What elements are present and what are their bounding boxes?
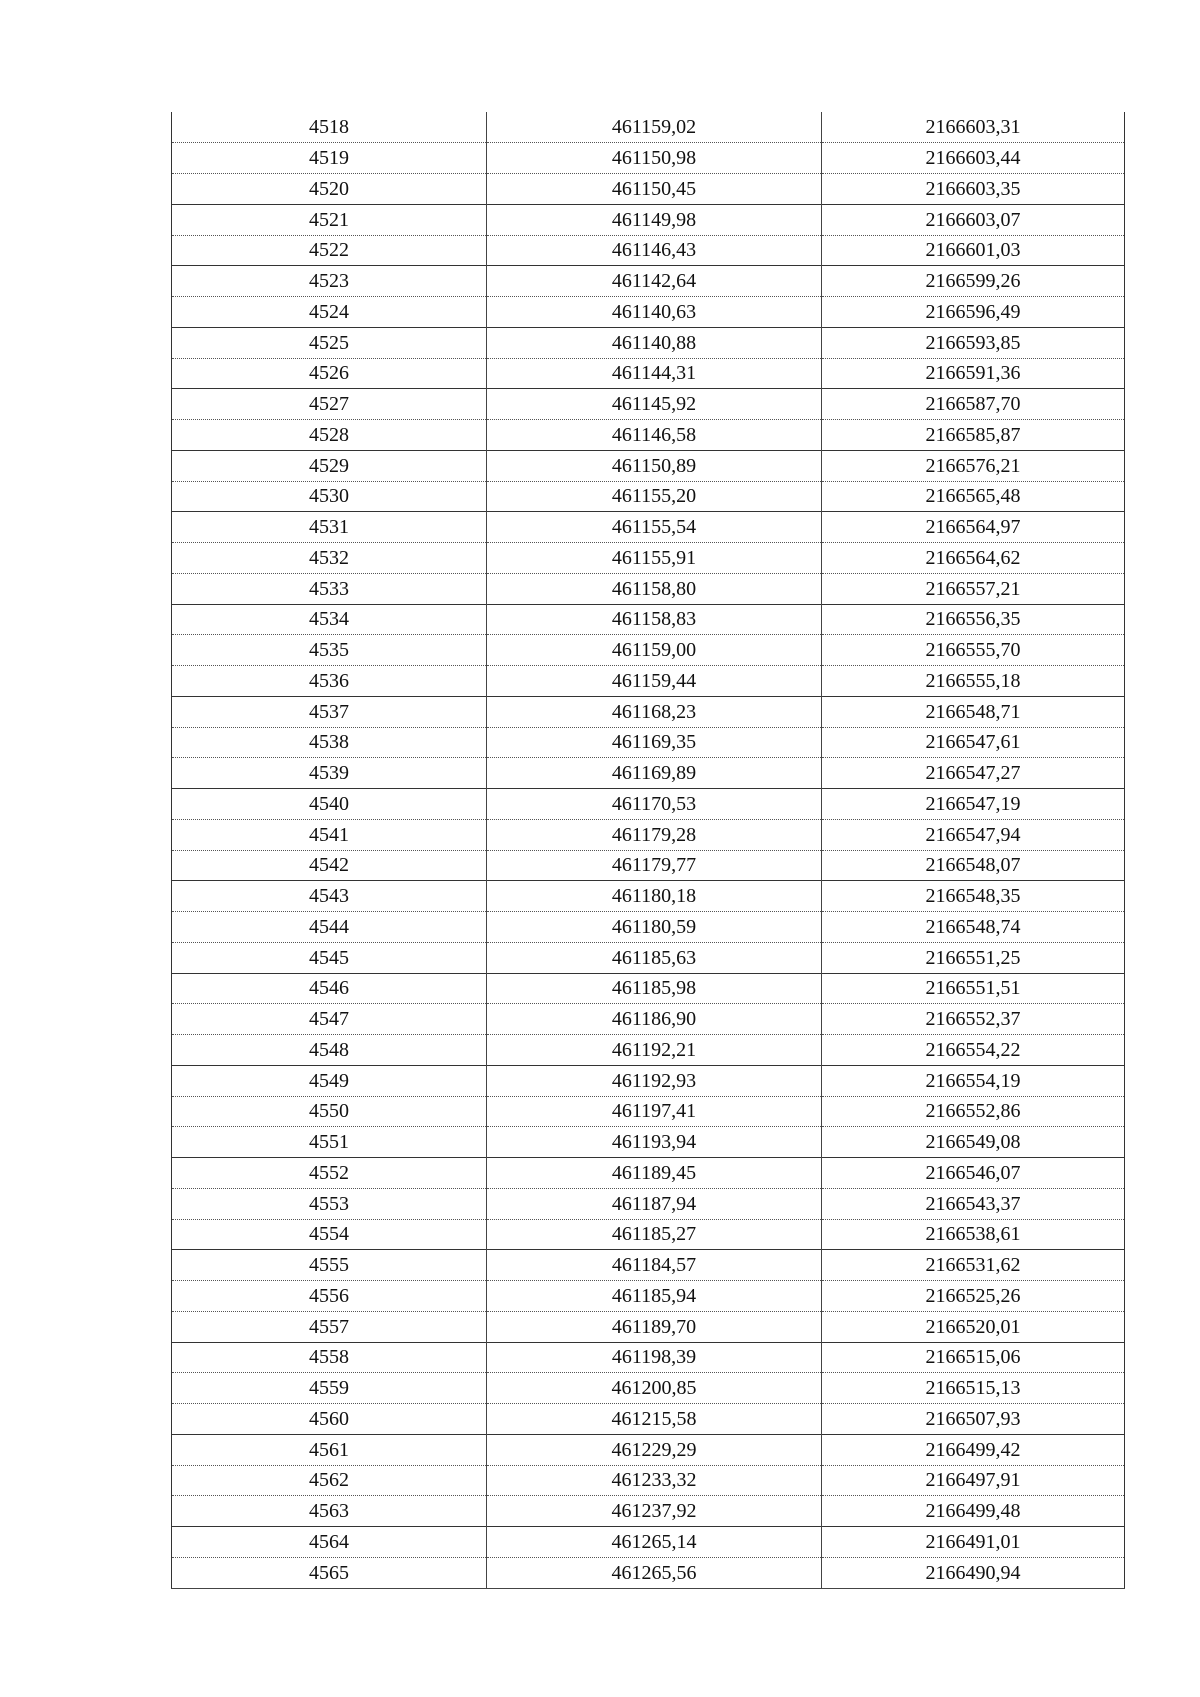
point-number-cell: 4521 — [172, 204, 487, 235]
y-coordinate-cell: 2166491,01 — [822, 1527, 1125, 1558]
table-row — [172, 1342, 1125, 1373]
table-row — [172, 1127, 1125, 1158]
point-number-cell: 4553 — [172, 1188, 487, 1219]
table-row — [172, 204, 1125, 235]
point-number-cell: 4545 — [172, 942, 487, 973]
point-number-cell: 4522 — [172, 235, 487, 266]
y-coordinate-cell: 2166552,37 — [822, 1004, 1125, 1035]
point-number-cell: 4530 — [172, 481, 487, 512]
x-coordinate-cell: 461198,39 — [487, 1342, 822, 1373]
table-row — [172, 512, 1125, 543]
point-number-cell: 4555 — [172, 1250, 487, 1281]
x-coordinate-cell: 461149,98 — [487, 204, 822, 235]
x-coordinate-cell: 461169,89 — [487, 758, 822, 789]
point-number-cell: 4532 — [172, 543, 487, 574]
table-row — [172, 266, 1125, 297]
point-number-cell: 4549 — [172, 1065, 487, 1096]
point-number-cell: 4563 — [172, 1496, 487, 1527]
y-coordinate-cell: 2166547,94 — [822, 819, 1125, 850]
table-row — [172, 174, 1125, 205]
point-number-cell: 4561 — [172, 1434, 487, 1465]
table-row — [172, 1527, 1125, 1558]
table-row — [172, 112, 1125, 143]
y-coordinate-cell: 2166593,85 — [822, 327, 1125, 358]
table-row — [172, 1065, 1125, 1096]
y-coordinate-cell: 2166596,49 — [822, 297, 1125, 328]
point-number-cell: 4538 — [172, 727, 487, 758]
table-row — [172, 973, 1125, 1004]
y-coordinate-cell: 2166564,97 — [822, 512, 1125, 543]
point-number-cell: 4527 — [172, 389, 487, 420]
point-number-cell: 4528 — [172, 420, 487, 451]
x-coordinate-cell: 461185,63 — [487, 942, 822, 973]
table-row — [172, 327, 1125, 358]
x-coordinate-cell: 461158,83 — [487, 604, 822, 635]
x-coordinate-cell: 461184,57 — [487, 1250, 822, 1281]
point-number-cell: 4548 — [172, 1035, 487, 1066]
point-number-cell: 4550 — [172, 1096, 487, 1127]
point-number-cell: 4560 — [172, 1404, 487, 1435]
point-number-cell: 4565 — [172, 1557, 487, 1588]
table-row — [172, 420, 1125, 451]
table-row — [172, 758, 1125, 789]
point-number-cell: 4519 — [172, 143, 487, 174]
x-coordinate-cell: 461150,45 — [487, 174, 822, 205]
x-coordinate-cell: 461233,32 — [487, 1465, 822, 1496]
y-coordinate-cell: 2166548,07 — [822, 850, 1125, 881]
y-coordinate-cell: 2166554,22 — [822, 1035, 1125, 1066]
x-coordinate-cell: 461155,91 — [487, 543, 822, 574]
point-number-cell: 4541 — [172, 819, 487, 850]
x-coordinate-cell: 461215,58 — [487, 1404, 822, 1435]
point-number-cell: 4520 — [172, 174, 487, 205]
table-row — [172, 235, 1125, 266]
table-row — [172, 1465, 1125, 1496]
y-coordinate-cell: 2166591,36 — [822, 358, 1125, 389]
y-coordinate-cell: 2166543,37 — [822, 1188, 1125, 1219]
point-number-cell: 4536 — [172, 666, 487, 697]
point-number-cell: 4518 — [172, 112, 487, 143]
table-row — [172, 1158, 1125, 1189]
point-number-cell: 4526 — [172, 358, 487, 389]
x-coordinate-cell: 461159,02 — [487, 112, 822, 143]
x-coordinate-cell: 461150,89 — [487, 450, 822, 481]
x-coordinate-cell: 461180,18 — [487, 881, 822, 912]
point-number-cell: 4537 — [172, 696, 487, 727]
y-coordinate-cell: 2166549,08 — [822, 1127, 1125, 1158]
y-coordinate-cell: 2166525,26 — [822, 1281, 1125, 1312]
y-coordinate-cell: 2166585,87 — [822, 420, 1125, 451]
table-row — [172, 297, 1125, 328]
point-number-cell: 4556 — [172, 1281, 487, 1312]
coordinates-table-body — [172, 112, 1125, 1588]
point-number-cell: 4542 — [172, 850, 487, 881]
table-row — [172, 1434, 1125, 1465]
table-row — [172, 789, 1125, 820]
point-number-cell: 4543 — [172, 881, 487, 912]
y-coordinate-cell: 2166587,70 — [822, 389, 1125, 420]
y-coordinate-cell: 2166599,26 — [822, 266, 1125, 297]
point-number-cell: 4540 — [172, 789, 487, 820]
table-row — [172, 573, 1125, 604]
x-coordinate-cell: 461189,70 — [487, 1311, 822, 1342]
x-coordinate-cell: 461189,45 — [487, 1158, 822, 1189]
point-number-cell: 4544 — [172, 912, 487, 943]
table-row — [172, 358, 1125, 389]
x-coordinate-cell: 461159,00 — [487, 635, 822, 666]
point-number-cell: 4534 — [172, 604, 487, 635]
point-number-cell: 4547 — [172, 1004, 487, 1035]
y-coordinate-cell: 2166551,51 — [822, 973, 1125, 1004]
y-coordinate-cell: 2166499,48 — [822, 1496, 1125, 1527]
point-number-cell: 4558 — [172, 1342, 487, 1373]
table-row — [172, 389, 1125, 420]
table-row — [172, 1250, 1125, 1281]
table-row — [172, 850, 1125, 881]
y-coordinate-cell: 2166576,21 — [822, 450, 1125, 481]
point-number-cell: 4535 — [172, 635, 487, 666]
point-number-cell: 4539 — [172, 758, 487, 789]
y-coordinate-cell: 2166548,35 — [822, 881, 1125, 912]
point-number-cell: 4559 — [172, 1373, 487, 1404]
y-coordinate-cell: 2166548,71 — [822, 696, 1125, 727]
point-number-cell: 4564 — [172, 1527, 487, 1558]
x-coordinate-cell: 461197,41 — [487, 1096, 822, 1127]
coordinates-table — [171, 112, 1125, 1589]
x-coordinate-cell: 461185,94 — [487, 1281, 822, 1312]
y-coordinate-cell: 2166551,25 — [822, 942, 1125, 973]
x-coordinate-cell: 461185,98 — [487, 973, 822, 1004]
table-row — [172, 1404, 1125, 1435]
x-coordinate-cell: 461192,21 — [487, 1035, 822, 1066]
table-row — [172, 1557, 1125, 1588]
point-number-cell: 4551 — [172, 1127, 487, 1158]
table-row — [172, 1281, 1125, 1312]
x-coordinate-cell: 461193,94 — [487, 1127, 822, 1158]
table-row — [172, 1004, 1125, 1035]
y-coordinate-cell: 2166603,31 — [822, 112, 1125, 143]
x-coordinate-cell: 461185,27 — [487, 1219, 822, 1250]
y-coordinate-cell: 2166547,61 — [822, 727, 1125, 758]
y-coordinate-cell: 2166564,62 — [822, 543, 1125, 574]
x-coordinate-cell: 461158,80 — [487, 573, 822, 604]
y-coordinate-cell: 2166547,27 — [822, 758, 1125, 789]
table-row — [172, 666, 1125, 697]
y-coordinate-cell: 2166546,07 — [822, 1158, 1125, 1189]
table-row — [172, 912, 1125, 943]
y-coordinate-cell: 2166538,61 — [822, 1219, 1125, 1250]
y-coordinate-cell: 2166515,06 — [822, 1342, 1125, 1373]
table-row — [172, 1188, 1125, 1219]
y-coordinate-cell: 2166554,19 — [822, 1065, 1125, 1096]
table-row — [172, 450, 1125, 481]
table-row — [172, 696, 1125, 727]
table-row — [172, 1311, 1125, 1342]
table-row — [172, 1096, 1125, 1127]
table-row — [172, 727, 1125, 758]
x-coordinate-cell: 461155,54 — [487, 512, 822, 543]
x-coordinate-cell: 461146,58 — [487, 420, 822, 451]
point-number-cell: 4524 — [172, 297, 487, 328]
x-coordinate-cell: 461150,98 — [487, 143, 822, 174]
point-number-cell: 4531 — [172, 512, 487, 543]
x-coordinate-cell: 461159,44 — [487, 666, 822, 697]
table-row — [172, 1035, 1125, 1066]
table-row — [172, 143, 1125, 174]
x-coordinate-cell: 461179,77 — [487, 850, 822, 881]
y-coordinate-cell: 2166547,19 — [822, 789, 1125, 820]
x-coordinate-cell: 461140,63 — [487, 297, 822, 328]
table-row — [172, 604, 1125, 635]
x-coordinate-cell: 461265,14 — [487, 1527, 822, 1558]
y-coordinate-cell: 2166520,01 — [822, 1311, 1125, 1342]
x-coordinate-cell: 461180,59 — [487, 912, 822, 943]
table-row — [172, 1373, 1125, 1404]
table-row — [172, 819, 1125, 850]
table-row — [172, 881, 1125, 912]
x-coordinate-cell: 461170,53 — [487, 789, 822, 820]
y-coordinate-cell: 2166555,18 — [822, 666, 1125, 697]
y-coordinate-cell: 2166548,74 — [822, 912, 1125, 943]
point-number-cell: 4552 — [172, 1158, 487, 1189]
y-coordinate-cell: 2166603,35 — [822, 174, 1125, 205]
y-coordinate-cell: 2166497,91 — [822, 1465, 1125, 1496]
y-coordinate-cell: 2166603,07 — [822, 204, 1125, 235]
x-coordinate-cell: 461179,28 — [487, 819, 822, 850]
x-coordinate-cell: 461144,31 — [487, 358, 822, 389]
y-coordinate-cell: 2166601,03 — [822, 235, 1125, 266]
x-coordinate-cell: 461192,93 — [487, 1065, 822, 1096]
y-coordinate-cell: 2166557,21 — [822, 573, 1125, 604]
point-number-cell: 4523 — [172, 266, 487, 297]
table-row — [172, 942, 1125, 973]
table-row — [172, 1496, 1125, 1527]
x-coordinate-cell: 461237,92 — [487, 1496, 822, 1527]
table-row — [172, 481, 1125, 512]
y-coordinate-cell: 2166515,13 — [822, 1373, 1125, 1404]
point-number-cell: 4533 — [172, 573, 487, 604]
point-number-cell: 4554 — [172, 1219, 487, 1250]
point-number-cell: 4525 — [172, 327, 487, 358]
x-coordinate-cell: 461169,35 — [487, 727, 822, 758]
point-number-cell: 4557 — [172, 1311, 487, 1342]
point-number-cell: 4529 — [172, 450, 487, 481]
x-coordinate-cell: 461265,56 — [487, 1557, 822, 1588]
x-coordinate-cell: 461229,29 — [487, 1434, 822, 1465]
y-coordinate-cell: 2166507,93 — [822, 1404, 1125, 1435]
x-coordinate-cell: 461140,88 — [487, 327, 822, 358]
y-coordinate-cell: 2166499,42 — [822, 1434, 1125, 1465]
y-coordinate-cell: 2166555,70 — [822, 635, 1125, 666]
y-coordinate-cell: 2166490,94 — [822, 1557, 1125, 1588]
table-row — [172, 635, 1125, 666]
x-coordinate-cell: 461145,92 — [487, 389, 822, 420]
y-coordinate-cell: 2166552,86 — [822, 1096, 1125, 1127]
table-row — [172, 1219, 1125, 1250]
y-coordinate-cell: 2166556,35 — [822, 604, 1125, 635]
point-number-cell: 4562 — [172, 1465, 487, 1496]
y-coordinate-cell: 2166531,62 — [822, 1250, 1125, 1281]
x-coordinate-cell: 461146,43 — [487, 235, 822, 266]
y-coordinate-cell: 2166603,44 — [822, 143, 1125, 174]
x-coordinate-cell: 461155,20 — [487, 481, 822, 512]
table-row — [172, 543, 1125, 574]
y-coordinate-cell: 2166565,48 — [822, 481, 1125, 512]
point-number-cell: 4546 — [172, 973, 487, 1004]
x-coordinate-cell: 461187,94 — [487, 1188, 822, 1219]
x-coordinate-cell: 461186,90 — [487, 1004, 822, 1035]
x-coordinate-cell: 461168,23 — [487, 696, 822, 727]
x-coordinate-cell: 461142,64 — [487, 266, 822, 297]
x-coordinate-cell: 461200,85 — [487, 1373, 822, 1404]
